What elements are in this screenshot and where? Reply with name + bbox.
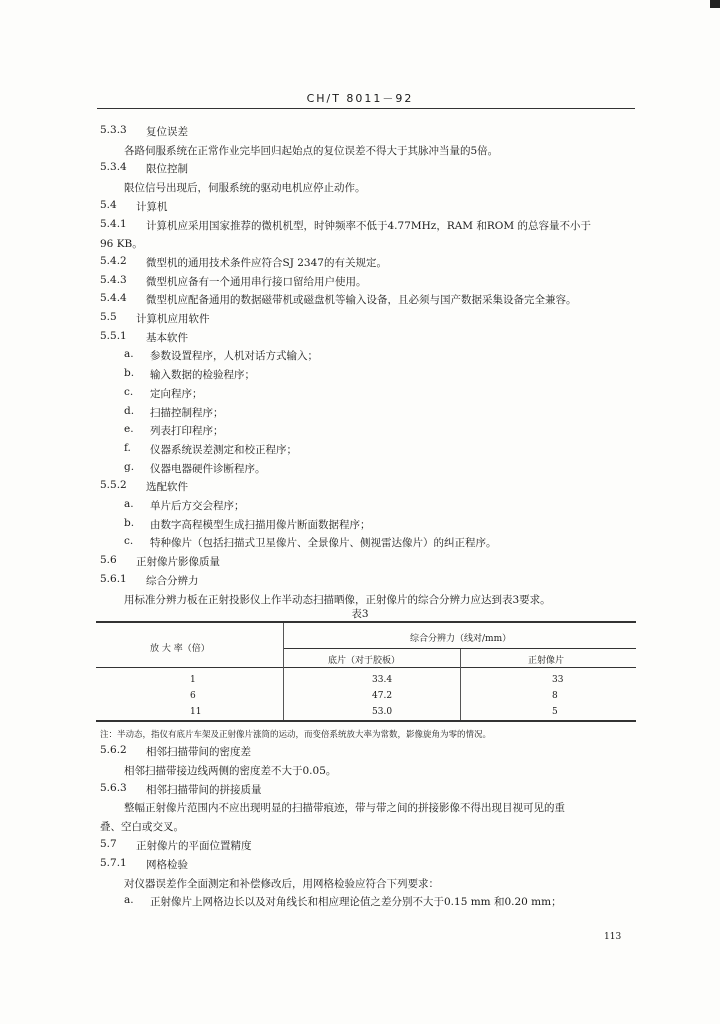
list-marker: e. bbox=[124, 423, 134, 436]
section-number: 5.4.3 bbox=[100, 273, 127, 286]
table-cell-film: 53.0 bbox=[372, 707, 393, 717]
table-cell-mag: 11 bbox=[190, 707, 202, 717]
paragraph-line: 各路伺服系统在正常作业完毕回归起始点的复位误差不得大于其脉冲当量的5倍。 bbox=[124, 144, 499, 157]
list-item: 由数字高程模型生成扫描用像片断面数据程序； bbox=[150, 518, 371, 531]
list-marker: a. bbox=[124, 894, 134, 907]
list-item: 仪器电器硬件诊断程序。 bbox=[150, 462, 266, 475]
list-marker: a. bbox=[124, 498, 134, 510]
list-marker: f. bbox=[124, 441, 131, 454]
section-heading: 计算机应采用国家推荐的微机机型，时钟频率不低于4.77MHz，RAM 和ROM 的总容量不小于 bbox=[146, 219, 591, 232]
table-col-group: 综合分辨力（线对/mm） bbox=[410, 634, 512, 644]
table-top-rule bbox=[96, 621, 636, 623]
section-number: 5.5.2 bbox=[100, 479, 127, 492]
section-number: 5.4.1 bbox=[100, 217, 127, 230]
list-item: 输入数据的检验程序； bbox=[150, 369, 255, 382]
table-cell-ortho: 5 bbox=[552, 707, 558, 717]
section-number: 5.7.1 bbox=[100, 856, 127, 869]
section-number: 5.6.2 bbox=[100, 744, 127, 756]
section-heading: 网格检验 bbox=[146, 858, 188, 871]
page-header: CH/T 8011－92 bbox=[306, 92, 414, 105]
table-col-ortho: 正射像片 bbox=[528, 656, 565, 666]
section-heading: 计算机 bbox=[136, 200, 168, 213]
section-heading: 相邻扫描带间的拼接质量 bbox=[146, 783, 262, 796]
header-rule bbox=[97, 108, 635, 109]
paragraph-line: 96 KB。 bbox=[100, 238, 143, 251]
section-heading: 计算机应用软件 bbox=[136, 313, 210, 325]
paragraph-line: 限位信号出现后，伺服系统的驱动电机应停止动作。 bbox=[124, 182, 366, 195]
section-number: 5.6 bbox=[100, 554, 117, 567]
table-col-film: 底片（对于胶板） bbox=[328, 656, 401, 666]
paragraph-line: 对仪器误差作全面测定和补偿修改后，用网格检验应符合下列要求： bbox=[124, 877, 439, 890]
paragraph-line: 整幅正射像片范围内不应出现明显的扫描带痕迹，带与带之间的拼接影像不得出现目视可见的重 bbox=[124, 802, 565, 815]
table-col-magnification: 放 大 率（倍） bbox=[150, 644, 210, 654]
list-item: 扫描控制程序； bbox=[150, 406, 224, 419]
list-marker: b. bbox=[124, 516, 135, 529]
table-note: 注：半动态，指仪有底片车架及正射像片涨筒的运动，而变倍系统放大率为常数，影像旋角为零的情况。 bbox=[100, 730, 492, 740]
scan-corner-mark bbox=[710, 0, 720, 8]
list-item: 定向程序； bbox=[150, 387, 203, 400]
table-cell-mag: 1 bbox=[190, 675, 196, 685]
section-number: 5.7 bbox=[100, 838, 117, 850]
list-item: 参数设置程序，人机对话方式输入； bbox=[150, 350, 318, 363]
section-heading: 复位误差 bbox=[146, 126, 188, 138]
table-cell-mag: 6 bbox=[190, 691, 196, 701]
table-cell-film: 33.4 bbox=[372, 675, 393, 685]
section-heading: 正射像片的平面位置精度 bbox=[136, 840, 252, 852]
table-cell-film: 47.2 bbox=[372, 691, 393, 701]
section-number: 5.4 bbox=[100, 198, 117, 211]
list-marker: d. bbox=[124, 404, 135, 417]
table-cell-ortho: 33 bbox=[552, 675, 564, 685]
table-cell-ortho: 8 bbox=[552, 691, 558, 701]
list-item: 特种像片（包括扫描式卫星像片、全景像片、侧视雷达像片）的纠正程序。 bbox=[150, 537, 497, 550]
table-vrule-2 bbox=[460, 649, 461, 720]
list-item: 列表打印程序； bbox=[150, 425, 224, 438]
list-item: 正射像片上网格边长以及对角线长和相应理论值之差分别不大于0.15 mm 和0.20 mm； bbox=[150, 896, 562, 909]
section-heading: 基本软件 bbox=[146, 331, 188, 344]
list-item: 仪器系统误差测定和校正程序； bbox=[150, 443, 297, 456]
page-number: 113 bbox=[604, 932, 622, 942]
section-number: 5.5 bbox=[100, 311, 117, 323]
list-marker: a. bbox=[124, 348, 134, 361]
section-heading: 选配软件 bbox=[146, 481, 188, 494]
table-caption: 表3 bbox=[351, 608, 369, 620]
section-heading: 限位控制 bbox=[146, 163, 188, 176]
list-marker: b. bbox=[124, 367, 135, 380]
table-vrule-1 bbox=[283, 623, 284, 720]
section-number: 5.3.4 bbox=[100, 161, 127, 174]
section-number: 5.4.2 bbox=[100, 254, 127, 267]
section-heading: 综合分辨力 bbox=[146, 574, 199, 587]
section-heading: 微型机应备有一个通用串行接口留给用户使用。 bbox=[146, 275, 367, 288]
table-head-rule bbox=[96, 667, 636, 668]
section-heading: 正射像片影像质量 bbox=[136, 556, 220, 569]
paragraph-line: 叠、空白或交叉。 bbox=[100, 821, 184, 834]
list-marker: g. bbox=[124, 460, 135, 473]
section-heading: 相邻扫描带间的密度差 bbox=[146, 746, 251, 758]
paragraph-line: 相邻扫描带接边线两侧的密度差不大于0.05。 bbox=[124, 764, 337, 777]
section-heading: 微型机的通用技术条件应符合SJ 2347的有关规定。 bbox=[146, 256, 387, 269]
list-item: 单片后方交会程序； bbox=[150, 500, 245, 512]
section-number: 5.6.3 bbox=[100, 781, 127, 794]
section-number: 5.3.3 bbox=[100, 124, 127, 136]
list-marker: c. bbox=[124, 385, 134, 398]
paragraph-line: 用标准分辨力板在正射投影仪上作半动态扫描晒像，正射像片的综合分辨力应达到表3要求。 bbox=[124, 593, 551, 606]
table-bottom-rule bbox=[96, 720, 636, 722]
list-marker: c. bbox=[124, 535, 134, 548]
section-number: 5.6.1 bbox=[100, 572, 127, 585]
section-heading: 微型机应配备通用的数据磁带机或磁盘机等输入设备，且必须与国产数据采集设备完全兼容。 bbox=[146, 294, 577, 307]
section-number: 5.4.4 bbox=[100, 292, 127, 305]
section-number: 5.5.1 bbox=[100, 329, 127, 342]
